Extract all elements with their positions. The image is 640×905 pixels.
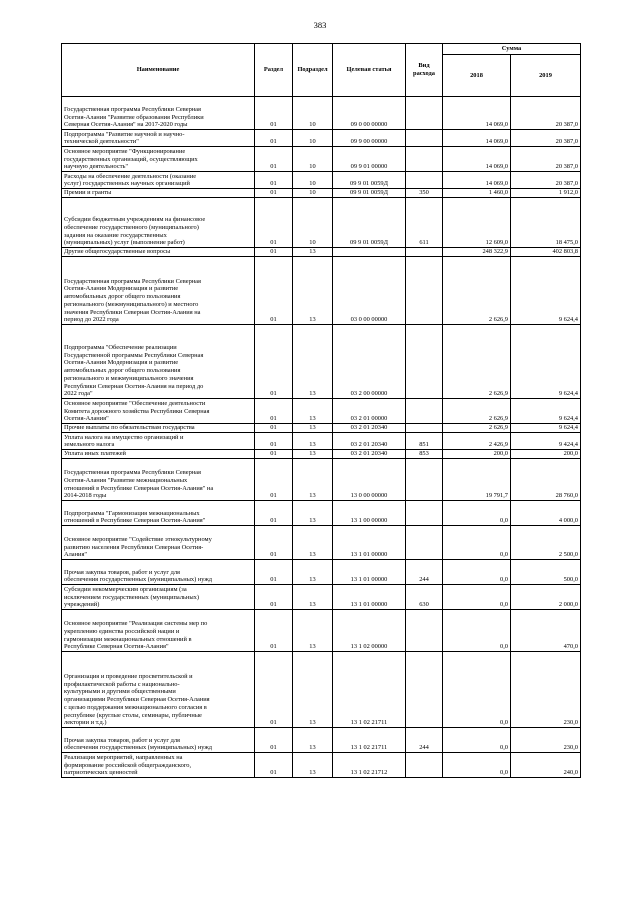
cell-name: Премии и гранты bbox=[62, 189, 255, 198]
cell-2018: 0,0 bbox=[443, 501, 511, 526]
cell-target: 09 9 01 0059Д bbox=[333, 198, 406, 248]
table-row bbox=[62, 450, 581, 459]
cell-2019: 402 803,8 bbox=[511, 248, 581, 257]
cell-2018: 2 626,9 bbox=[443, 257, 511, 325]
cell-2019: 9 624,4 bbox=[511, 424, 581, 433]
cell-2019: 9 624,4 bbox=[511, 325, 581, 399]
cell-name: Организация и проведение просветительской и профилактической работы с национально- культурными и другими общественными организациями Республики Северная Осетия-Алания с целью поддержания межнационального согласия в республике (круглые столы, семинары, публичные лектории и т.д.) bbox=[62, 652, 255, 728]
cell-2019: 240,0 bbox=[511, 753, 581, 778]
cell-expense-type: 244 bbox=[406, 560, 443, 585]
table-body bbox=[62, 97, 581, 778]
cell-subsection: 13 bbox=[293, 459, 333, 501]
table-row bbox=[62, 248, 581, 257]
cell-expense-type: 851 bbox=[406, 433, 443, 450]
cell-subsection: 13 bbox=[293, 325, 333, 399]
cell-expense-type bbox=[406, 501, 443, 526]
cell-subsection: 13 bbox=[293, 610, 333, 652]
cell-2018: 2 626,9 bbox=[443, 399, 511, 424]
cell-expense-type: 630 bbox=[406, 585, 443, 610]
cell-name: Основное мероприятие "Реализация системы мер по укреплению единства российской нации и гармонизации межнациональных отношений в Республике Северная Осетия-Алания" bbox=[62, 610, 255, 652]
cell-target: 09 9 01 0059Д bbox=[333, 189, 406, 198]
cell-2018: 0,0 bbox=[443, 560, 511, 585]
cell-section: 01 bbox=[255, 728, 293, 753]
cell-target: 13 1 02 00000 bbox=[333, 610, 406, 652]
cell-2019: 20 387,0 bbox=[511, 97, 581, 130]
table-row bbox=[62, 728, 581, 753]
cell-subsection: 10 bbox=[293, 97, 333, 130]
cell-2018: 0,0 bbox=[443, 610, 511, 652]
cell-subsection: 13 bbox=[293, 399, 333, 424]
cell-section: 01 bbox=[255, 459, 293, 501]
cell-2019: 230,0 bbox=[511, 652, 581, 728]
cell-target: 03 2 01 20340 bbox=[333, 433, 406, 450]
cell-subsection: 10 bbox=[293, 130, 333, 147]
cell-target: 13 0 00 00000 bbox=[333, 459, 406, 501]
cell-target: 03 2 01 20340 bbox=[333, 450, 406, 459]
cell-2018: 0,0 bbox=[443, 585, 511, 610]
cell-2019: 2 000,0 bbox=[511, 585, 581, 610]
cell-section: 01 bbox=[255, 753, 293, 778]
cell-target: 13 1 00 00000 bbox=[333, 501, 406, 526]
cell-expense-type bbox=[406, 526, 443, 560]
cell-target: 13 1 02 21711 bbox=[333, 652, 406, 728]
cell-section: 01 bbox=[255, 450, 293, 459]
cell-2019: 2 500,0 bbox=[511, 526, 581, 560]
cell-subsection: 13 bbox=[293, 652, 333, 728]
cell-expense-type bbox=[406, 399, 443, 424]
cell-target: 13 1 01 00000 bbox=[333, 526, 406, 560]
cell-name: Другие общегосударственные вопросы bbox=[62, 248, 255, 257]
cell-subsection: 13 bbox=[293, 585, 333, 610]
cell-2018: 14 069,0 bbox=[443, 130, 511, 147]
cell-target: 09 0 00 00000 bbox=[333, 97, 406, 130]
cell-subsection: 13 bbox=[293, 728, 333, 753]
cell-subsection: 13 bbox=[293, 248, 333, 257]
cell-expense-type: 853 bbox=[406, 450, 443, 459]
cell-expense-type bbox=[406, 424, 443, 433]
cell-subsection: 13 bbox=[293, 526, 333, 560]
cell-subsection: 13 bbox=[293, 753, 333, 778]
cell-expense-type bbox=[406, 610, 443, 652]
cell-2019: 18 475,0 bbox=[511, 198, 581, 248]
table-row bbox=[62, 189, 581, 198]
budget-table bbox=[61, 43, 581, 778]
cell-target: 13 1 02 21711 bbox=[333, 728, 406, 753]
cell-name: Уплата иных платежей bbox=[62, 450, 255, 459]
cell-name: Государственная программа Республики Северная Осетия-Алания "Развитие образования Республики Северная Осетия-Алания" на 2017-2020 годы bbox=[62, 97, 255, 130]
cell-name: Основное мероприятие "Обеспечение деятельности Комитета дорожного хозяйства Республики Северная Осетия-Алания" bbox=[62, 399, 255, 424]
cell-subsection: 13 bbox=[293, 424, 333, 433]
cell-section: 01 bbox=[255, 560, 293, 585]
cell-subsection: 13 bbox=[293, 433, 333, 450]
table-row bbox=[62, 610, 581, 652]
cell-2019: 470,0 bbox=[511, 610, 581, 652]
cell-2018: 0,0 bbox=[443, 753, 511, 778]
cell-2019: 9 624,4 bbox=[511, 399, 581, 424]
cell-section: 01 bbox=[255, 97, 293, 130]
cell-section: 01 bbox=[255, 501, 293, 526]
col-header-target: Целевая статья bbox=[333, 44, 406, 97]
cell-section: 01 bbox=[255, 325, 293, 399]
cell-subsection: 10 bbox=[293, 189, 333, 198]
col-header-name: Наименование bbox=[62, 44, 255, 97]
table-row bbox=[62, 424, 581, 433]
cell-target bbox=[333, 248, 406, 257]
cell-2019: 230,0 bbox=[511, 728, 581, 753]
cell-expense-type: 611 bbox=[406, 198, 443, 248]
cell-target: 09 9 00 00000 bbox=[333, 130, 406, 147]
cell-section: 01 bbox=[255, 130, 293, 147]
table-row bbox=[62, 433, 581, 450]
cell-name: Основное мероприятие "Функционирование государственных организаций, осуществляющих научную деятельность" bbox=[62, 147, 255, 172]
col-header-subsection: Подраздел bbox=[293, 44, 333, 97]
cell-section: 01 bbox=[255, 433, 293, 450]
cell-2019: 9 424,4 bbox=[511, 433, 581, 450]
cell-section: 01 bbox=[255, 198, 293, 248]
table-row bbox=[62, 459, 581, 501]
cell-section: 01 bbox=[255, 147, 293, 172]
col-header-2019: 2019 bbox=[511, 55, 581, 97]
cell-target: 09 9 01 00000 bbox=[333, 147, 406, 172]
table-row bbox=[62, 172, 581, 189]
table-row bbox=[62, 753, 581, 778]
cell-expense-type bbox=[406, 172, 443, 189]
cell-2018: 1 460,0 bbox=[443, 189, 511, 198]
cell-name: Субсидии бюджетным учреждениям на финансовое обеспечение государственного (муниципального) задания на оказание государственных (муниципальных) услуг (выполнение работ) bbox=[62, 198, 255, 248]
cell-target: 09 9 01 0059Д bbox=[333, 172, 406, 189]
cell-2019: 20 387,0 bbox=[511, 130, 581, 147]
cell-2018: 19 791,7 bbox=[443, 459, 511, 501]
header-row bbox=[62, 44, 581, 55]
cell-subsection: 10 bbox=[293, 198, 333, 248]
cell-section: 01 bbox=[255, 526, 293, 560]
cell-name: Прочая закупка товаров, работ и услуг для обеспечения государственных (муниципальных) нужд bbox=[62, 728, 255, 753]
cell-name: Субсидии некоммерческим организациям (за исключением государственных (муниципальных) учреждений) bbox=[62, 585, 255, 610]
cell-2019: 9 624,4 bbox=[511, 257, 581, 325]
cell-expense-type: 350 bbox=[406, 189, 443, 198]
table-row bbox=[62, 526, 581, 560]
cell-section: 01 bbox=[255, 424, 293, 433]
cell-2019: 1 912,0 bbox=[511, 189, 581, 198]
table-row bbox=[62, 652, 581, 728]
cell-expense-type bbox=[406, 753, 443, 778]
table-row bbox=[62, 399, 581, 424]
table-row bbox=[62, 97, 581, 130]
cell-2019: 500,0 bbox=[511, 560, 581, 585]
cell-2019: 200,0 bbox=[511, 450, 581, 459]
cell-2019: 20 387,0 bbox=[511, 147, 581, 172]
col-header-expense-type: Вид расхода bbox=[406, 44, 443, 97]
cell-section: 01 bbox=[255, 610, 293, 652]
cell-target: 03 2 00 00000 bbox=[333, 325, 406, 399]
cell-target: 03 0 00 00000 bbox=[333, 257, 406, 325]
cell-2018: 2 626,9 bbox=[443, 325, 511, 399]
page-number: 383 bbox=[313, 20, 327, 30]
cell-section: 01 bbox=[255, 257, 293, 325]
cell-target: 13 1 01 00000 bbox=[333, 585, 406, 610]
table-row bbox=[62, 560, 581, 585]
cell-2018: 14 069,0 bbox=[443, 172, 511, 189]
table-row bbox=[62, 130, 581, 147]
table-row bbox=[62, 501, 581, 526]
cell-section: 01 bbox=[255, 652, 293, 728]
cell-subsection: 10 bbox=[293, 172, 333, 189]
table-row bbox=[62, 198, 581, 248]
cell-2018: 14 069,0 bbox=[443, 147, 511, 172]
cell-section: 01 bbox=[255, 585, 293, 610]
cell-2018: 12 609,0 bbox=[443, 198, 511, 248]
cell-expense-type bbox=[406, 130, 443, 147]
cell-subsection: 13 bbox=[293, 501, 333, 526]
cell-expense-type bbox=[406, 325, 443, 399]
cell-target: 03 2 01 20340 bbox=[333, 424, 406, 433]
col-header-section: Раздел bbox=[255, 44, 293, 97]
cell-name: Реализация мероприятий, направленных на формирование российской общегражданского, патриотических ценностей bbox=[62, 753, 255, 778]
cell-name: Прочая закупка товаров, работ и услуг для обеспечения государственных (муниципальных) нужд bbox=[62, 560, 255, 585]
cell-2019: 20 387,0 bbox=[511, 172, 581, 189]
cell-name: Прочие выплаты по обязательствам государства bbox=[62, 424, 255, 433]
cell-name: Уплата налога на имущество организаций и земельного налога bbox=[62, 433, 255, 450]
cell-subsection: 13 bbox=[293, 450, 333, 459]
cell-2018: 14 069,0 bbox=[443, 97, 511, 130]
cell-name: Государственная программа Республики Северная Осетия-Алания "Развитие межнациональных отношений в Республике Северная Осетия-Алания" на 2014-2018 годы bbox=[62, 459, 255, 501]
cell-expense-type: 244 bbox=[406, 728, 443, 753]
cell-expense-type bbox=[406, 97, 443, 130]
table-row bbox=[62, 257, 581, 325]
cell-name: Подпрограмма "Обеспечение реализации Государственной программы Республики Северная Осетия-Алания Модернизация и развитие автомобильных дорог общего пользования регионального и межмуниципального значения Республики Северная Осетия-Алания на период до 2022 года" bbox=[62, 325, 255, 399]
cell-2018: 2 626,9 bbox=[443, 424, 511, 433]
cell-expense-type bbox=[406, 257, 443, 325]
cell-name: Расходы на обеспечение деятельности (оказание услуг) государственных научных организаций bbox=[62, 172, 255, 189]
cell-expense-type bbox=[406, 459, 443, 501]
cell-subsection: 13 bbox=[293, 560, 333, 585]
cell-subsection: 10 bbox=[293, 147, 333, 172]
cell-2019: 4 000,0 bbox=[511, 501, 581, 526]
cell-name: Основное мероприятие "Содействие этнокультурному развитию населения Республики Северная Осетия- Алания" bbox=[62, 526, 255, 560]
cell-2018: 200,0 bbox=[443, 450, 511, 459]
cell-name: Государственная программа Республики Северная Осетия-Алания Модернизация и развитие автомобильных дорог общего пользования регионального (межмуниципального) и местного значения Республики Северная Осетия-Алания на период до 2022 года bbox=[62, 257, 255, 325]
cell-name: Подпрограмма "Развитие научной и научно- технической деятельности" bbox=[62, 130, 255, 147]
table-row bbox=[62, 585, 581, 610]
cell-expense-type bbox=[406, 147, 443, 172]
cell-target: 03 2 01 00000 bbox=[333, 399, 406, 424]
col-header-2018: 2018 bbox=[443, 55, 511, 97]
cell-section: 01 bbox=[255, 248, 293, 257]
col-header-sum: Сумма bbox=[443, 44, 581, 55]
cell-2018: 0,0 bbox=[443, 652, 511, 728]
cell-target: 13 1 01 00000 bbox=[333, 560, 406, 585]
cell-section: 01 bbox=[255, 189, 293, 198]
cell-expense-type bbox=[406, 248, 443, 257]
cell-section: 01 bbox=[255, 172, 293, 189]
cell-2018: 0,0 bbox=[443, 526, 511, 560]
cell-target: 13 1 02 21712 bbox=[333, 753, 406, 778]
cell-2018: 0,0 bbox=[443, 728, 511, 753]
cell-subsection: 13 bbox=[293, 257, 333, 325]
cell-2018: 248 322,9 bbox=[443, 248, 511, 257]
table-row bbox=[62, 147, 581, 172]
cell-section: 01 bbox=[255, 399, 293, 424]
cell-2019: 28 760,0 bbox=[511, 459, 581, 501]
cell-2018: 2 426,9 bbox=[443, 433, 511, 450]
table-row bbox=[62, 325, 581, 399]
cell-name: Подпрограмма "Гармонизация межнациональных отношений в Республике Северная Осетия-Алания" bbox=[62, 501, 255, 526]
cell-expense-type bbox=[406, 652, 443, 728]
